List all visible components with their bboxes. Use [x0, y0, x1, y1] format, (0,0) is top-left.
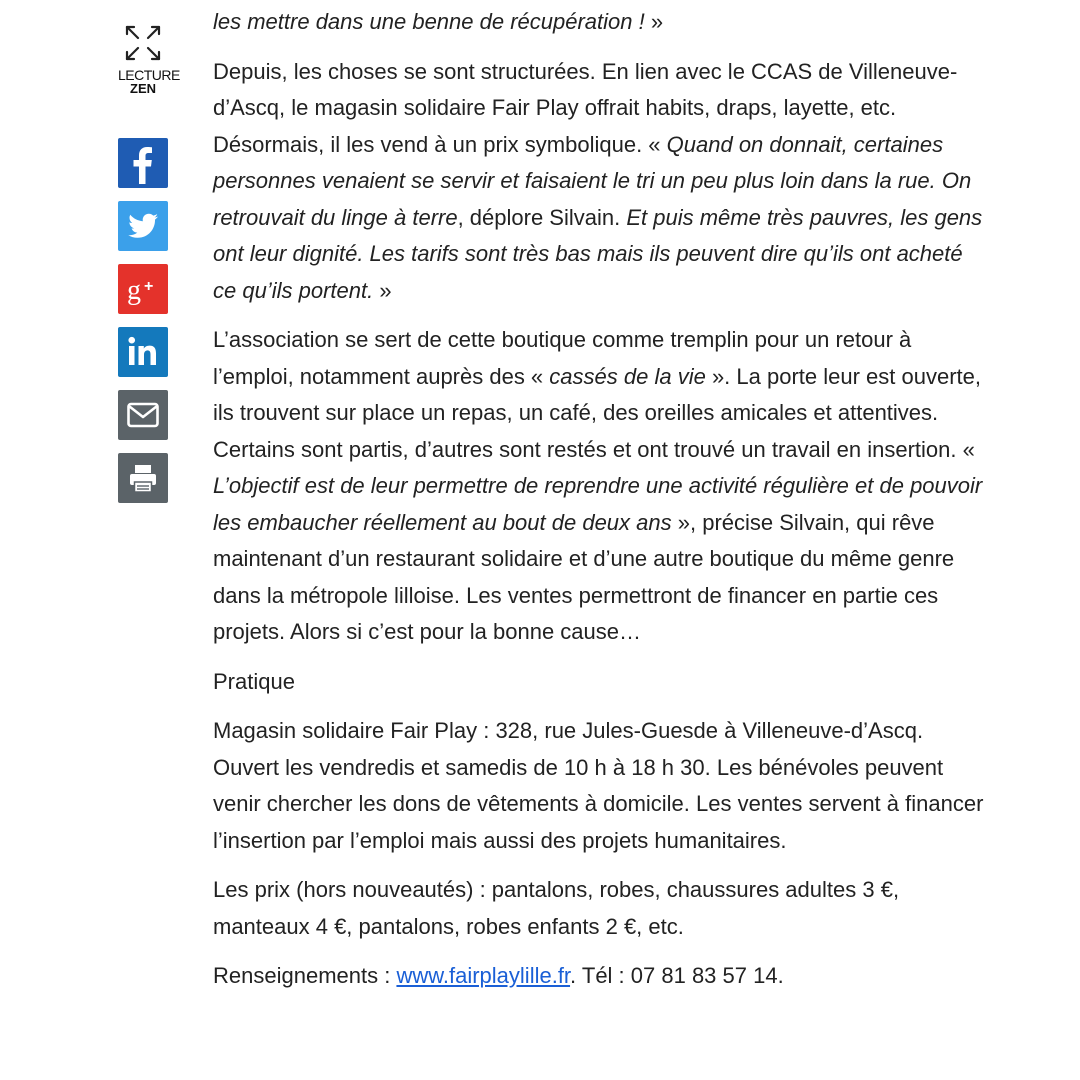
- website-link[interactable]: www.fairplaylille.fr: [396, 963, 571, 988]
- twitter-icon: [118, 201, 168, 251]
- printer-icon: [118, 453, 168, 503]
- contact-prefix: Renseignements :: [213, 963, 397, 988]
- paragraph-text: L’association se sert de cette boutique comme tremplin pour un retour à l’emploi, notamment auprès des «: [213, 327, 912, 389]
- section-heading: Pratique: [213, 668, 295, 694]
- share-linkedin-button[interactable]: [118, 327, 168, 377]
- quote-text: L’objectif est de leur permettre de reprendre une activité régulière et de pouvoir les embaucher réellement au bout de deux ans: [213, 473, 983, 535]
- share-buttons: [118, 138, 168, 503]
- facebook-icon: [118, 138, 168, 188]
- share-toolbar: [118, 20, 180, 516]
- quote-text: les mettre dans une benne de récupération !: [213, 9, 645, 34]
- print-button[interactable]: [118, 453, 168, 503]
- article-paragraph: [213, 54, 985, 310]
- envelope-icon: [118, 390, 168, 440]
- svg-text:g: g: [127, 275, 141, 306]
- linkedin-icon: [118, 327, 168, 377]
- quote-text: Quand on donnait, certaines personnes venaient se servir et faisaient le tri un peu plus loin dans la rue. On retrouvait du linge à terre: [213, 131, 972, 230]
- contact-paragraph: [213, 958, 985, 995]
- article-body: [213, 0, 985, 1008]
- zen-label-bold: ZEN: [130, 81, 156, 96]
- article-paragraph: [213, 4, 985, 41]
- contact-phone: . Tél : 07 81 83 57 14.: [570, 963, 784, 988]
- share-twitter-button[interactable]: [118, 201, 168, 251]
- google-plus-icon: [118, 264, 168, 314]
- expand-arrows-icon: [120, 20, 166, 66]
- zen-reading-button[interactable]: [118, 20, 180, 96]
- paragraph-text: »: [373, 277, 392, 303]
- share-email-button[interactable]: [118, 390, 168, 440]
- paragraph-text: , déplore Silvain.: [457, 204, 627, 230]
- share-facebook-button[interactable]: [118, 138, 168, 188]
- zen-label: LECTURE: [118, 67, 180, 83]
- paragraph-text: Depuis, les choses se sont structurées. En lien avec le CCAS de Villeneuve-d’Ascq, le magasin solidaire Fair Play offrait habits, draps, layette, etc. Désormais, il les vend à un prix symbolique. «: [213, 58, 958, 157]
- article-paragraph: Magasin solidaire Fair Play : 328, rue Jules-Guesde à Villeneuve-d’Ascq. Ouvert les vendredis et samedis de 10 h à 18 h 30. Les bénévoles peuvent venir chercher les dons de vêtements à domicile. Les ventes servent à financer l’insertion par l’emploi mais aussi des projets humanitaires.: [213, 718, 984, 853]
- quote-text: cassés de la vie: [549, 363, 706, 389]
- paragraph-text: », précise Silvain, qui rêve maintenant d’un restaurant solidaire et d’une autre boutique du même genre dans la métropole lilloise. Les ventes permettront de financer en partie ces projets. Alors si c’est pour la bonne cause…: [213, 509, 955, 644]
- quote-text: Et puis même très pauvres, les gens ont leur dignité. Les tarifs sont très bas mais ils peuvent dire qu’ils ont acheté ce qu’ils portent.: [213, 204, 983, 303]
- share-google-plus-button[interactable]: [118, 264, 168, 314]
- paragraph-text: ». La porte leur est ouverte, ils trouvent sur place un repas, un café, des oreilles amicales et attentives. Certains sont partis, d’autres sont restés et ont trouvé un travail en insertion. «: [213, 363, 981, 462]
- article-paragraph: Les prix (hors nouveautés) : pantalons, robes, chaussures adultes 3 €, manteaux 4 €, pantalons, robes enfants 2 €, etc.: [213, 877, 900, 939]
- svg-text:+: +: [144, 278, 154, 295]
- article-paragraph: [213, 322, 985, 651]
- paragraph-text: »: [644, 9, 664, 34]
